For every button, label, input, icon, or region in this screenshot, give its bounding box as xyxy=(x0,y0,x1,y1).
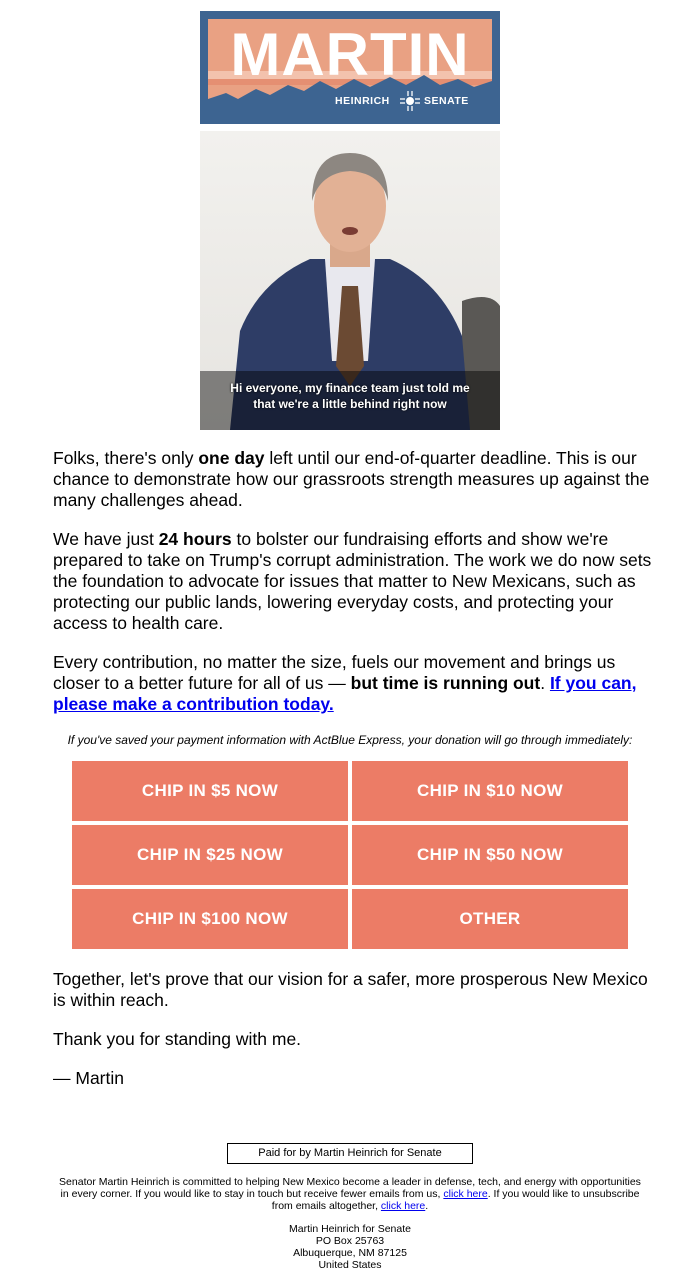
video-caption-line-1: Hi everyone, my finance team just told me xyxy=(230,381,470,395)
logo-title: MARTIN xyxy=(230,21,470,88)
campaign-logo xyxy=(200,11,500,124)
logo-panel xyxy=(208,19,492,116)
other-amount-button[interactable]: OTHER xyxy=(352,889,628,949)
paragraph-together: Together, let's prove that our vision for a safer, more prosperous New Mexico is within reach. xyxy=(53,969,648,1010)
p1-bold: one day xyxy=(198,448,265,468)
paragraph-deadline xyxy=(53,448,653,511)
video-caption-line-2: that we're a little behind right now xyxy=(253,397,447,411)
contribution-link[interactable]: If you can, please make a contribution today. xyxy=(53,673,637,714)
p3-text-b: . xyxy=(540,673,550,693)
address-org: Martin Heinrich for Senate xyxy=(289,1223,411,1235)
chip-in-5-button[interactable]: CHIP IN $5 NOW xyxy=(72,761,348,821)
fine-text-a: Senator Martin Heinrich is committed to helping New Mexico become a leader in defense, tech, and energy with opportunities in every corner. If you would like to stay in touch but receive fewer emails from us, xyxy=(59,1176,641,1200)
p2-bold: 24 hours xyxy=(158,529,232,549)
p1-text-b: left until our end-of-quarter deadline. This is our chance to demonstrate how our grassroots strength measures up against the many challenges ahead. xyxy=(53,448,650,510)
p3-bold: but time is running out xyxy=(350,673,541,693)
p2-text-a: We have just xyxy=(53,529,159,549)
paid-for-box: Paid for by Martin Heinrich for Senate xyxy=(227,1143,473,1164)
zia-sun-icon xyxy=(400,91,420,111)
address-po-box: PO Box 25763 xyxy=(315,1235,385,1247)
chip-in-100-button[interactable]: CHIP IN $100 NOW xyxy=(72,889,348,949)
actblue-note: If you've saved your payment information with ActBlue Express, your donation will go through immediately: xyxy=(67,733,633,747)
address-country: United States xyxy=(318,1259,382,1271)
p1-text-a: Folks, there's only xyxy=(53,448,199,468)
p3-text-a: Every contribution, no matter the size, fuels our movement and brings us closer to a better future for all of us — xyxy=(53,652,616,693)
paragraph-24-hours xyxy=(53,529,653,634)
paragraph-thank-you: Thank you for standing with me. xyxy=(53,1029,302,1049)
fine-text-c: . xyxy=(425,1200,429,1212)
p2-text-b: to bolster our fundraising efforts and show we're prepared to take on Trump's corrupt administration. The work we do now sets the foundation to advocate for issues that matter to New Mexicans, such as protecting our public lands, lowering everyday costs, and protecting your access to health care. xyxy=(53,529,652,633)
fine-text-b: . If you would like to unsubscribe from emails altogether, xyxy=(271,1188,640,1212)
unsubscribe-link[interactable]: click here xyxy=(380,1200,426,1212)
logo-subtitle-left: HEINRICH xyxy=(335,95,390,107)
chip-in-50-button[interactable]: CHIP IN $50 NOW xyxy=(352,825,628,885)
chip-in-25-button[interactable]: CHIP IN $25 NOW xyxy=(72,825,348,885)
paragraph-contribution xyxy=(53,652,653,715)
footer-fine-print xyxy=(55,1176,645,1212)
video-thumbnail[interactable] xyxy=(200,131,500,430)
address-city: Albuquerque, NM 87125 xyxy=(293,1247,407,1259)
logo-subtitle-right: SENATE xyxy=(424,95,469,107)
signoff: — Martin xyxy=(53,1068,124,1088)
fewer-emails-link[interactable]: click here xyxy=(443,1188,488,1200)
chip-in-10-button[interactable]: CHIP IN $10 NOW xyxy=(352,761,628,821)
